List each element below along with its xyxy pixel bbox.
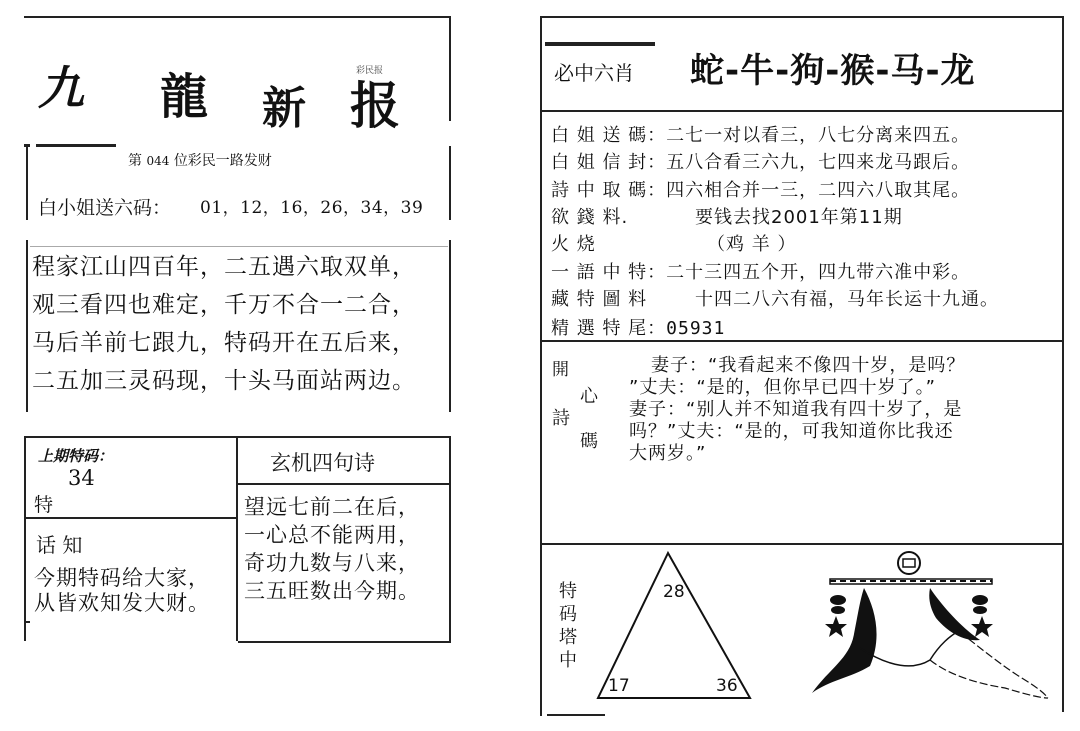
tower-top-rule bbox=[540, 543, 1064, 545]
info-text: 五八合看三六九，七四来龙马跟后。 bbox=[666, 152, 971, 173]
joke-line: 大两岁。” bbox=[629, 443, 707, 464]
left-border-upper bbox=[26, 146, 28, 220]
notice-title: 话 知 bbox=[36, 533, 83, 557]
poem-line: 马后羊前七跟九，特码开在五后来， bbox=[32, 330, 416, 356]
left-right-rule-top bbox=[449, 16, 451, 121]
fun-char-4: 碼 bbox=[580, 431, 598, 452]
right-top-rule bbox=[540, 16, 1064, 18]
fun-char-1: 開 bbox=[552, 360, 569, 380]
masthead-char-2: 龍 bbox=[160, 69, 209, 125]
last-issue-value: 34 bbox=[68, 466, 95, 490]
tower-label bbox=[559, 580, 579, 672]
secret-line: 三五旺数出今期。 bbox=[244, 579, 420, 603]
tower-right-number: 36 bbox=[716, 676, 738, 696]
info-text: 二七一对以看三，八七分离来四五。 bbox=[666, 125, 971, 146]
poem-top-rule bbox=[30, 246, 448, 247]
tower-label-char: 特 bbox=[559, 581, 577, 602]
joke-line: 吗？”丈夫：“是的，可我知道你比我还 bbox=[629, 421, 954, 442]
left-top-rule bbox=[24, 16, 450, 18]
secret-title-rule bbox=[236, 483, 451, 485]
info-label: 白 姐 送 碼： bbox=[551, 125, 667, 146]
joke-line: 妻子：“我看起来不像四十岁，是吗？ bbox=[651, 355, 966, 376]
info-row bbox=[551, 148, 970, 174]
info-row bbox=[551, 121, 970, 147]
boxes-divider bbox=[236, 436, 238, 641]
info-row bbox=[551, 203, 903, 229]
secret-line: 奇功九数与八来， bbox=[244, 551, 420, 575]
info-row bbox=[551, 176, 970, 202]
last-issue-label: 上期特码： bbox=[38, 447, 114, 465]
must-six-dark-strip bbox=[545, 42, 655, 46]
boxes-left-rule bbox=[24, 436, 26, 641]
info-row bbox=[551, 230, 796, 256]
info-text: 要钱去找2001年第11期 bbox=[695, 207, 903, 228]
fun-char-2: 心 bbox=[580, 386, 598, 407]
poem-block bbox=[32, 248, 416, 400]
notice-line: 今期特码给大家， bbox=[34, 566, 210, 590]
subtitle-rule-left bbox=[36, 144, 116, 147]
info-label: 詩 中 取 碼： bbox=[551, 180, 667, 201]
fun-top-rule bbox=[540, 340, 1064, 342]
info-row bbox=[551, 285, 999, 311]
info-text: 四六相合并一三，二四六八取其尾。 bbox=[666, 180, 971, 201]
poem-line: 二五加三灵码现，十头马面站两边。 bbox=[32, 368, 416, 394]
left-border-middle bbox=[26, 240, 28, 412]
masthead-char-4: 报 bbox=[350, 76, 400, 135]
tower-left-number: 17 bbox=[608, 676, 630, 696]
fun-char-3: 詩 bbox=[552, 408, 570, 429]
joke-block bbox=[629, 355, 965, 465]
notice-line: 从皆欢知发大财。 bbox=[34, 591, 210, 615]
left-right-border-upper bbox=[449, 146, 451, 220]
info-label: 欲 錢 料. bbox=[551, 207, 629, 228]
info-label: 一 語 中 特： bbox=[551, 262, 667, 283]
subtitle bbox=[128, 150, 272, 170]
boxes-right-rule bbox=[449, 436, 451, 641]
must-six-bottom-rule bbox=[540, 110, 1064, 112]
notice-top-rule bbox=[24, 517, 238, 519]
subtitle-prefix: 第 bbox=[128, 153, 142, 169]
info-text: 十四二八六有福，马年长运十九通。 bbox=[695, 289, 999, 310]
tower-top-number: 28 bbox=[663, 582, 685, 602]
tower-label-char: 中 bbox=[559, 650, 577, 671]
last-issue-te: 特 bbox=[34, 494, 54, 516]
info-label: 精 選 特 尾： bbox=[551, 318, 667, 339]
info-row bbox=[551, 314, 725, 340]
info-text: （鸡 羊 ） bbox=[707, 234, 797, 255]
secret-line: 望远七前二在后， bbox=[244, 495, 420, 519]
tower-label-char: 塔 bbox=[559, 627, 577, 648]
masthead-char-3: 新 bbox=[262, 83, 306, 134]
joke-line: ”丈夫：“是的，但你早已四十岁了。” bbox=[629, 377, 936, 398]
secret-line: 一心总不能两用， bbox=[244, 523, 420, 547]
subtitle-issue: 044 bbox=[146, 154, 170, 168]
masthead-small-mark: 彩民报 bbox=[356, 66, 384, 76]
six-codes-values: 01，12，16，26，34，39 bbox=[200, 198, 424, 218]
info-label: 藏 特 圖 料 bbox=[551, 289, 648, 310]
secret-poem bbox=[244, 493, 420, 605]
right-right-rule bbox=[1062, 16, 1064, 712]
right-bottom-stub bbox=[547, 714, 605, 716]
balance-scale-illustration bbox=[790, 548, 1060, 708]
boxes-bottom-stub bbox=[24, 621, 30, 623]
secret-title: 玄机四句诗 bbox=[270, 451, 375, 475]
info-row bbox=[551, 258, 970, 284]
info-label: 白 姐 信 封： bbox=[551, 152, 667, 173]
must-six-label: 必中六肖 bbox=[554, 61, 634, 85]
info-text: 二十三四五个开，四九带六准中彩。 bbox=[666, 262, 971, 283]
subtitle-suffix: 位彩民一路发财 bbox=[173, 153, 272, 169]
joke-line: 妻子：“别人并不知道我有四十岁了，是 bbox=[629, 399, 963, 420]
notice-body bbox=[34, 566, 210, 616]
six-codes-label: 白小姐送六码： bbox=[38, 197, 172, 219]
poem-line: 观三看四也难定，千万不合一二合， bbox=[32, 292, 416, 318]
boxes-bottom-rule bbox=[238, 641, 451, 643]
left-right-border-middle bbox=[449, 240, 451, 412]
masthead-char-1: 九 bbox=[38, 61, 84, 115]
info-text: 05931 bbox=[666, 318, 726, 339]
right-left-rule bbox=[540, 16, 542, 716]
must-six-zodiac: 蛇-牛-狗-猴-马-龙 bbox=[690, 51, 976, 91]
poem-line: 程家江山四百年，二五遇六取双单， bbox=[32, 254, 416, 280]
tower-label-char: 码 bbox=[559, 604, 577, 625]
info-label: 火 烧 bbox=[551, 234, 596, 255]
